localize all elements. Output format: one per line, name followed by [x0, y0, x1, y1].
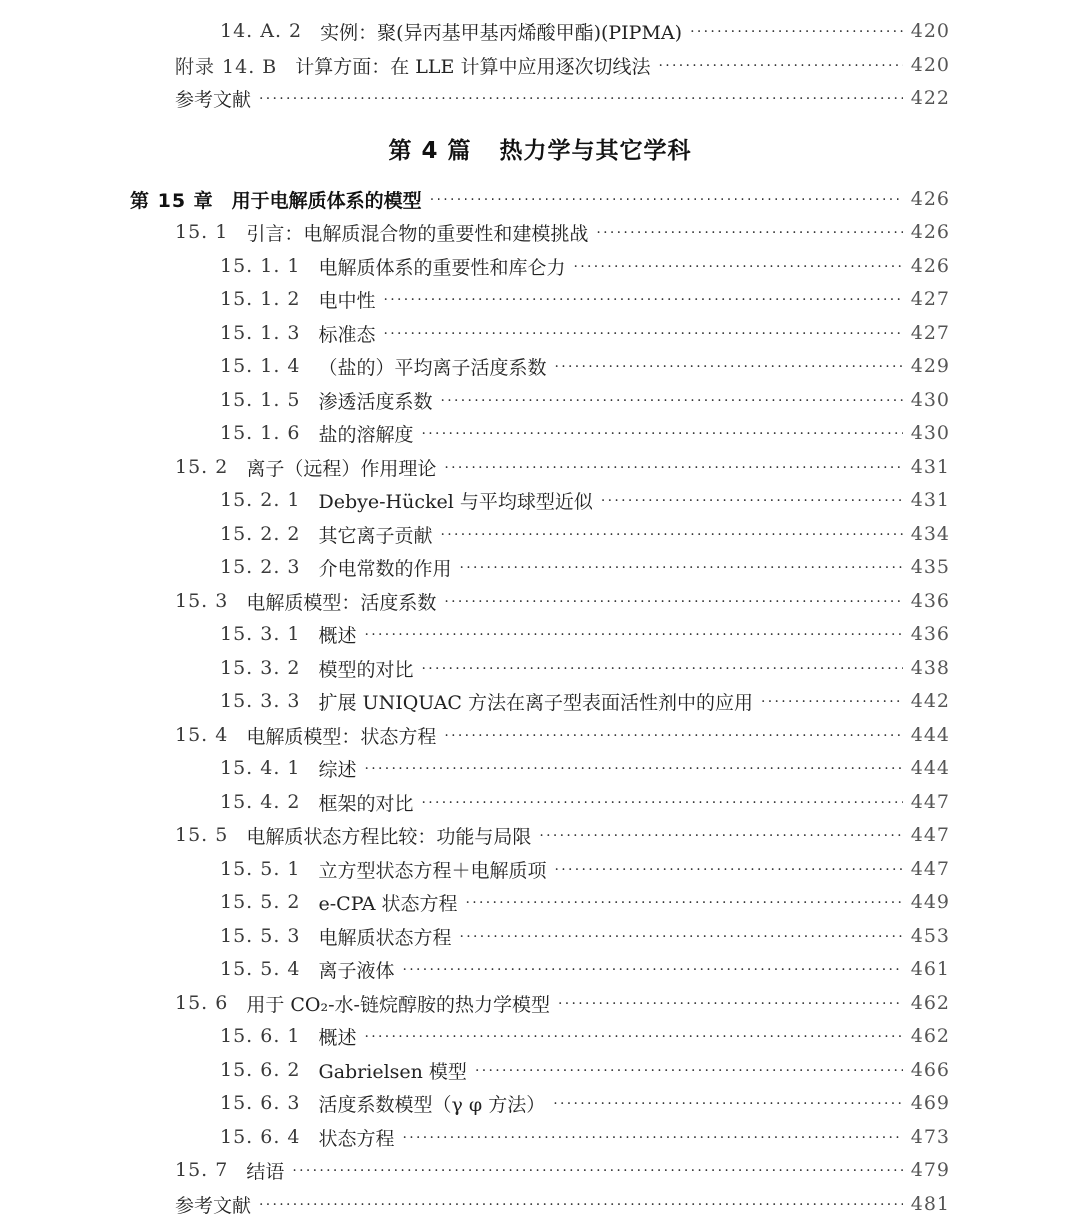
entry-number: 15. 1. 4 [220, 355, 301, 377]
dot-leader [460, 929, 903, 945]
page-number: 447 [910, 858, 950, 880]
dot-leader [422, 661, 903, 677]
part-label: 第 4 篇 [388, 138, 472, 164]
entry-title: 计算方面：在 LLE 计算中应用逐次切线法 [295, 55, 651, 78]
toc-entry[interactable] [220, 519, 950, 549]
dot-leader [365, 1029, 903, 1045]
dot-leader [444, 728, 902, 744]
toc-entry[interactable] [175, 83, 950, 113]
dot-leader [259, 91, 903, 107]
page-number: 431 [910, 456, 950, 478]
entry-number: 15. 4. 2 [220, 791, 301, 813]
page-number: 466 [910, 1059, 950, 1081]
entry-title: 框架的对比 [318, 792, 414, 815]
toc-entry[interactable] [220, 854, 950, 884]
page-number: 444 [910, 724, 950, 746]
entry-number: 15. 5. 2 [220, 891, 301, 913]
entry-title: （盐的）平均离子活度系数 [318, 356, 547, 379]
toc-entry[interactable] [220, 351, 950, 381]
dot-leader [658, 58, 902, 74]
page-number: 427 [910, 322, 950, 344]
dot-leader [574, 259, 903, 275]
dot-leader [365, 627, 903, 643]
entry-title: 活度系数模型（γ φ 方法） [318, 1093, 546, 1116]
entry-number: 15. 5. 3 [220, 925, 301, 947]
page-number: 462 [910, 992, 950, 1014]
entry-number: 15. 2 [175, 456, 229, 478]
entry-number: 15. 3. 1 [220, 623, 301, 645]
page-number: 436 [910, 623, 950, 645]
dot-leader [555, 862, 903, 878]
dot-leader [761, 694, 903, 710]
page-number: 449 [910, 891, 950, 913]
entry-title: 引言：电解质混合物的重要性和建模挑战 [246, 222, 589, 245]
entry-number: 15. 6. 2 [220, 1059, 301, 1081]
toc-entry[interactable] [175, 217, 950, 247]
part-heading [0, 132, 1080, 165]
entry-title: 其它离子贡献 [318, 524, 433, 547]
entry-title: 介电常数的作用 [318, 557, 452, 580]
dot-leader [422, 426, 903, 442]
dot-leader [384, 292, 903, 308]
toc-entry[interactable] [220, 887, 950, 917]
entry-number: 15. 3. 3 [220, 690, 301, 712]
page-number: 438 [910, 657, 950, 679]
entry-title: 状态方程 [318, 1127, 395, 1150]
entry-number: 15. 4. 1 [220, 757, 301, 779]
page-number: 420 [910, 54, 950, 76]
dot-leader [259, 1197, 903, 1213]
entry-number: 15. 1. 1 [220, 255, 301, 277]
dot-leader [539, 828, 902, 844]
toc-entry[interactable] [220, 385, 950, 415]
toc-entry[interactable] [220, 485, 950, 515]
toc-entry[interactable] [220, 1122, 950, 1152]
dot-leader [403, 1130, 903, 1146]
entry-number: 第 15 章 [130, 189, 214, 212]
dot-leader [444, 460, 902, 476]
toc-chapter-entry[interactable] [130, 184, 950, 214]
dot-leader [441, 393, 903, 409]
toc-entry[interactable] [220, 251, 950, 281]
entry-number: 15. 1. 2 [220, 288, 301, 310]
dot-leader [430, 192, 903, 208]
toc-entry[interactable] [220, 753, 950, 783]
entry-title: 电解质模型：活度系数 [246, 591, 437, 614]
toc-entry[interactable] [220, 686, 950, 716]
entry-number: 15. 4 [175, 724, 229, 746]
entry-number: 14. A. 2 [220, 20, 303, 42]
page-number: 434 [910, 523, 950, 545]
dot-leader [365, 761, 903, 777]
entry-number: 15. 1 [175, 221, 229, 243]
entry-title: 标准态 [318, 323, 376, 346]
dot-leader [444, 594, 902, 610]
toc-entry[interactable] [220, 787, 950, 817]
dot-leader [403, 962, 903, 978]
page-number: 420 [910, 20, 950, 42]
entry-number: 15. 3. 2 [220, 657, 301, 679]
page-number: 429 [910, 355, 950, 377]
entry-number: 15. 6 [175, 992, 229, 1014]
toc-entry[interactable] [220, 284, 950, 314]
page-number: 469 [910, 1092, 950, 1114]
entry-title: 用于 CO₂-水-链烷醇胺的热力学模型 [246, 993, 550, 1016]
dot-leader [422, 795, 903, 811]
dot-leader [596, 225, 902, 241]
entry-number: 15. 1. 5 [220, 389, 301, 411]
part-title-text: 热力学与其它学科 [499, 138, 692, 164]
page-number: 431 [910, 489, 950, 511]
page-number: 447 [910, 824, 950, 846]
dot-leader [460, 560, 903, 576]
dot-leader [441, 527, 903, 543]
entry-number: 15. 6. 4 [220, 1126, 301, 1148]
entry-number: 15. 2. 3 [220, 556, 301, 578]
page-number: 427 [910, 288, 950, 310]
entry-title: Debye-Hückel 与平均球型近似 [318, 490, 593, 513]
entry-number: 15. 3 [175, 590, 229, 612]
entry-title: 参考文献 [175, 1194, 252, 1217]
toc-entry[interactable] [220, 418, 950, 448]
dot-leader [555, 359, 903, 375]
entry-title: 盐的溶解度 [318, 423, 414, 446]
entry-title: 离子液体 [318, 959, 395, 982]
dot-leader [601, 493, 903, 509]
page-number: 447 [910, 791, 950, 813]
entry-title: e-CPA 状态方程 [318, 892, 458, 915]
entry-title: 电解质体系的重要性和库仑力 [318, 256, 566, 279]
entry-title: 立方型状态方程＋电解质项 [318, 859, 547, 882]
page-number: 462 [910, 1025, 950, 1047]
entry-number: 15. 1. 6 [220, 422, 301, 444]
entry-title: 概述 [318, 1026, 357, 1049]
page-number: 426 [910, 221, 950, 243]
entry-title: 电中性 [318, 289, 376, 312]
toc-entry[interactable] [175, 1155, 950, 1185]
entry-title: 概述 [318, 624, 357, 647]
toc-entry[interactable] [220, 921, 950, 951]
page-number: 453 [910, 925, 950, 947]
entry-number: 15. 6. 1 [220, 1025, 301, 1047]
page-number: 426 [910, 255, 950, 277]
toc-entry[interactable] [175, 452, 950, 482]
dot-leader [558, 996, 903, 1012]
toc-entry[interactable] [175, 988, 950, 1018]
page-number: 430 [910, 422, 950, 444]
entry-number: 15. 5 [175, 824, 229, 846]
entry-number: 附录 14. B [175, 55, 278, 78]
toc-entry[interactable] [175, 820, 950, 850]
dot-leader [384, 326, 903, 342]
toc-entry[interactable] [220, 1021, 950, 1051]
entry-title: 结语 [246, 1160, 285, 1183]
entry-title: 电解质模型：状态方程 [246, 725, 437, 748]
entry-number: 15. 6. 3 [220, 1092, 301, 1114]
toc-entry[interactable] [220, 318, 950, 348]
entry-number: 15. 5. 4 [220, 958, 301, 980]
dot-leader [690, 24, 903, 40]
entry-title: 扩展 UNIQUAC 方法在离子型表面活性剂中的应用 [318, 691, 754, 714]
entry-title: 综述 [318, 758, 357, 781]
dot-leader [553, 1096, 902, 1112]
entry-number: 15. 2. 2 [220, 523, 301, 545]
toc-entry[interactable] [175, 1189, 950, 1219]
page-number: 426 [910, 188, 950, 210]
dot-leader [292, 1163, 902, 1179]
toc-entry[interactable] [220, 16, 950, 46]
toc-entry[interactable] [220, 552, 950, 582]
page-number: 436 [910, 590, 950, 612]
page-number: 435 [910, 556, 950, 578]
toc-entry[interactable] [175, 586, 950, 616]
entry-number: 15. 1. 3 [220, 322, 301, 344]
dot-leader [475, 1063, 903, 1079]
toc-entry[interactable] [175, 720, 950, 750]
toc-entry[interactable] [220, 653, 950, 683]
entry-title: 电解质状态方程 [318, 926, 452, 949]
page-number: 461 [910, 958, 950, 980]
entry-title: Gabrielsen 模型 [318, 1060, 467, 1083]
toc-entry[interactable] [220, 619, 950, 649]
toc-entry[interactable] [220, 954, 950, 984]
toc-entry[interactable] [175, 50, 950, 80]
entry-title: 模型的对比 [318, 658, 414, 681]
entry-title: 用于电解质体系的模型 [231, 189, 422, 212]
entry-title: 实例：聚(异丙基甲基丙烯酸甲酯)(PIPMA) [320, 21, 683, 44]
toc-entry[interactable] [220, 1088, 950, 1118]
entry-title: 参考文献 [175, 88, 252, 111]
entry-title: 离子（远程）作用理论 [246, 457, 437, 480]
page-number: 430 [910, 389, 950, 411]
page-number: 481 [910, 1193, 950, 1215]
toc-entry[interactable] [220, 1055, 950, 1085]
page-number: 473 [910, 1126, 950, 1148]
page-number: 444 [910, 757, 950, 779]
entry-number: 15. 7 [175, 1159, 229, 1181]
entry-number: 15. 5. 1 [220, 858, 301, 880]
page-number: 442 [910, 690, 950, 712]
entry-number: 15. 2. 1 [220, 489, 301, 511]
page-number: 422 [910, 87, 950, 109]
entry-title: 渗透活度系数 [318, 390, 433, 413]
dot-leader [466, 895, 903, 911]
entry-title: 电解质状态方程比较：功能与局限 [246, 825, 532, 848]
page-number: 479 [910, 1159, 950, 1181]
